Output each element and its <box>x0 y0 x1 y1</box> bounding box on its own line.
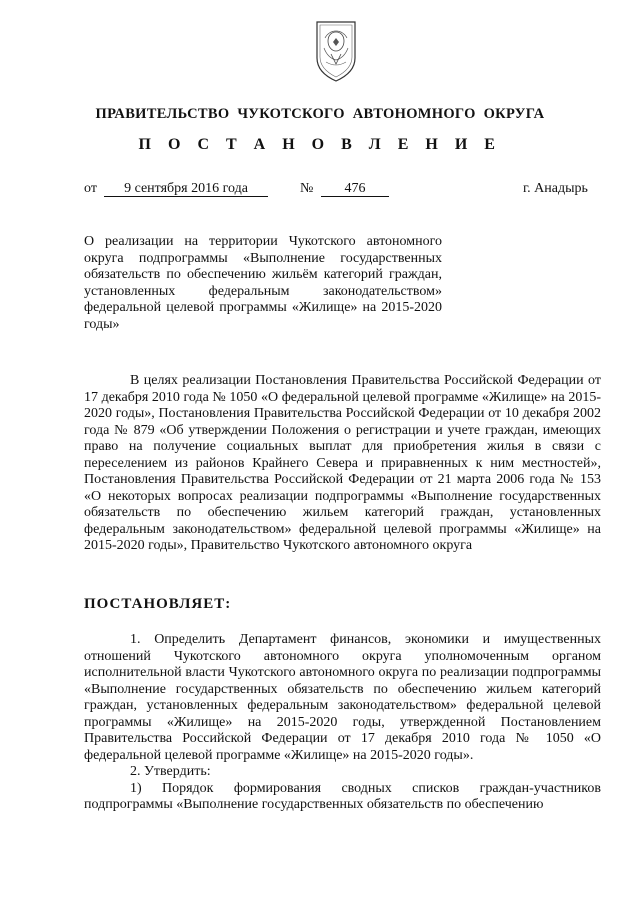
clause-2-item-1: 1) Порядок формирования сводных списков граждан-участников подпрограммы «Выполнение государственных обязательств по обеспечению <box>84 780 601 812</box>
number-label: № <box>300 181 314 196</box>
clause-2: 2. Утвердить: <box>130 764 211 779</box>
coat-of-arms-icon <box>311 18 361 84</box>
document-date: 9 сентября 2016 года <box>104 181 268 197</box>
document-number: 476 <box>321 181 389 197</box>
organization-title: ПРАВИТЕЛЬСТВО ЧУКОТСКОГО АВТОНОМНОГО ОКРУГА <box>95 106 545 122</box>
resolves-heading: ПОСТАНОВЛЯЕТ: <box>84 596 232 612</box>
preamble-text: В целях реализации Постановления Правительства Российской Федерации от 17 декабря 2010 года № 1050 «О федеральной целевой программе «Жилище» на 2015-2020 годы», Постановления Правительства Российской Федерации от 10 декабря 2002 года № 879 «Об утверждении Положения о регистрации и учете граждан, имеющих право на получение социальных выплат для приобретения жилья в связи с переселением из районов Крайнего Севера и приравненных к ним местностей», Постановления Правительства Российской Федерации от 21 марта 2006 года № 153 «О некоторых вопросах реализации подпрограммы «Выполнение государственных обязательств по обеспечению жильем категорий граждан, установленных федеральным законодательством» федеральной целевой программы «Жилище» на 2015-2020 годы», Правительство Чукотского автономного округа <box>84 373 601 553</box>
city-label: г. Анадырь <box>523 181 588 196</box>
date-prefix-label: от <box>84 181 97 196</box>
document-subject <box>84 234 442 333</box>
document-type: П О С Т А Н О В Л Е Н И Е <box>138 136 502 153</box>
subject-text: О реализации на территории Чукотского автономного округа подпрограммы «Выполнение государственных обязательств по обеспечению жильём категорий граждан, установленных федеральным законодательством» федеральной целевой программы «Жилище» на 2015-2020 годы» <box>84 234 442 332</box>
clauses <box>84 632 601 814</box>
clause-1: 1. Определить Департамент финансов, экономики и имущественных отношений Чукотского автономного округа уполномоченным органом исполнительной власти Чукотского автономного округа по реализации подпрограммы «Выполнение государственных обязательств по обеспечению жильем категорий граждан, установленных федеральным законодательством» федеральной целевой программы «Жилище» на 2015-2020 годы, утвержденной Постановлением Правительства Российской Федерации от 17 декабря 2010 года № 1050 «О федеральной целевой программе «Жилище» на 2015-2020 годы». <box>84 632 601 763</box>
preamble <box>84 373 601 555</box>
